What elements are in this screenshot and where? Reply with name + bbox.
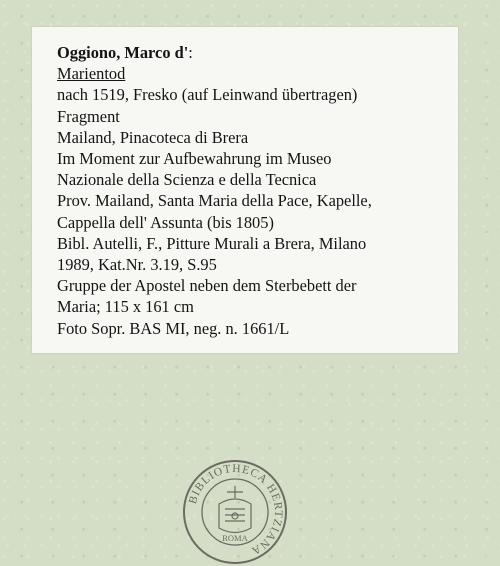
artist-name: Oggiono, Marco d' <box>57 43 189 62</box>
record-line-location: Mailand, Pinacoteca di Brera <box>57 127 249 147</box>
record-line-bibliography-1: Bibl. Autelli, F., Pitture Murali a Brera, Milano <box>57 233 367 253</box>
record-line-description-2: Maria; 115 x 161 cm <box>57 297 194 317</box>
record-line-storage-2: Nazionale della Scienza e della Tecnica <box>57 170 317 190</box>
library-stamp <box>181 458 289 566</box>
catalog-record <box>57 42 457 339</box>
artist-suffix: : <box>188 43 193 62</box>
record-line-photo: Foto Sopr. BAS MI, neg. n. 1661/L <box>57 318 290 338</box>
stamp-outer-ring <box>184 461 286 563</box>
stamp-emblem-icon <box>219 486 251 533</box>
stamp-city-text: ROMA <box>222 533 248 543</box>
record-line-date-technique: nach 1519, Fresko (auf Leinwand übertragen) <box>57 85 358 105</box>
record-line-bibliography-2: 1989, Kat.Nr. 3.19, S.95 <box>57 255 217 275</box>
record-line-provenance-2: Cappella dell' Assunta (bis 1805) <box>57 212 274 232</box>
record-line-storage-1: Im Moment zur Aufbewahrung im Museo <box>57 149 332 169</box>
record-line-fragment: Fragment <box>57 106 120 126</box>
record-line-provenance-1: Prov. Mailand, Santa Maria della Pace, Kapelle, <box>57 191 372 211</box>
stamp-circular-text: BIBLIOTHECA HERTZIANA <box>186 462 285 558</box>
artist-line <box>57 42 457 63</box>
record-line-description-1: Gruppe der Apostel neben dem Sterbebett der <box>57 276 357 296</box>
artwork-title: Marientod <box>57 64 126 84</box>
